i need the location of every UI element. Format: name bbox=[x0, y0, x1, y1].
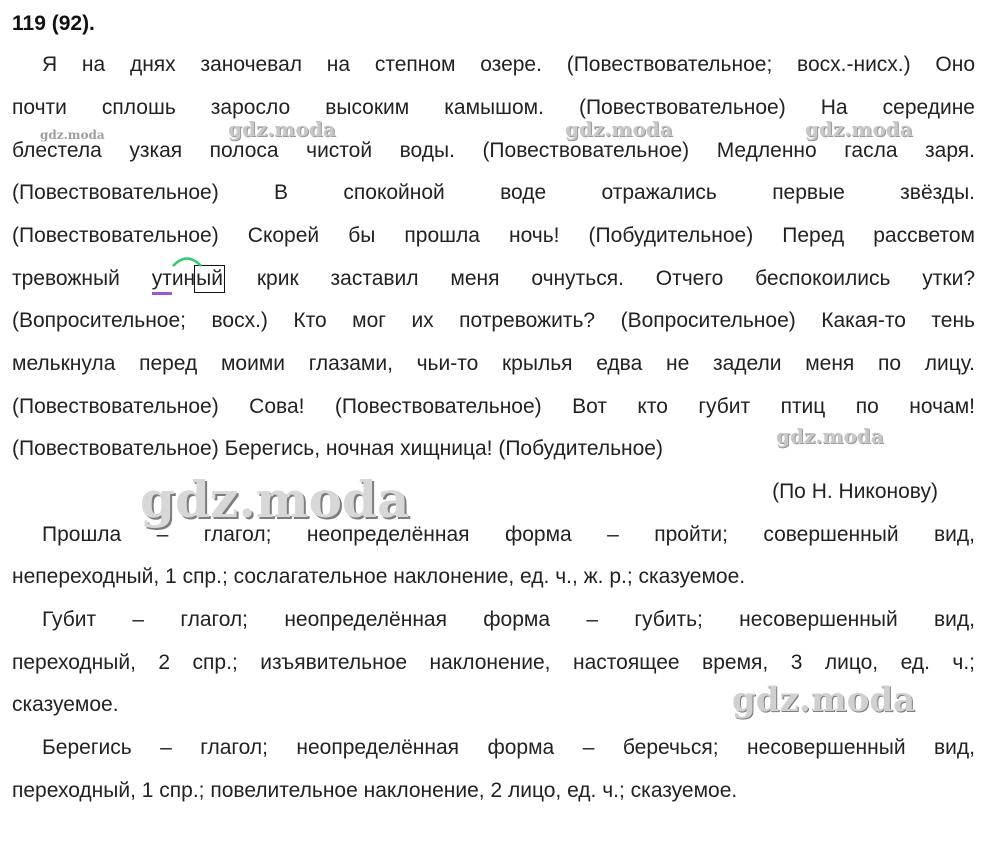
text-line: почти сплошь заросло высоким камышом. (Повествовательное) На середине bbox=[12, 96, 975, 119]
watermark: gdz.moda bbox=[228, 117, 336, 141]
analysis-line: непереходный, 1 спр.; сослагательное наклонение, ед. ч., ж. р.; сказуемое. bbox=[12, 565, 746, 588]
text-line: Я на днях заночевал на степном озере. (Повествовательное; восх.-нисх.) Оно bbox=[42, 53, 975, 76]
text-line-morpheme bbox=[12, 265, 975, 293]
watermark: gdz.moda bbox=[140, 470, 410, 529]
text-before: тревожный bbox=[12, 267, 152, 290]
watermark: gdz.moda bbox=[40, 128, 105, 142]
exercise-number: 119 (92). bbox=[12, 12, 95, 35]
analysis-line: Губит – глагол; неопределённая форма – губить; несовершенный вид, bbox=[42, 608, 975, 631]
root-part: ин bbox=[172, 265, 195, 293]
text-line: блестела узкая полоса чистой воды. (Повествовательное) Медленно гасла заря. bbox=[12, 139, 975, 162]
text-line: (Повествовательное) Сова! (Повествовательное) Вот кто губит птиц по ночам! bbox=[12, 395, 975, 418]
analysis-line: Берегись – глагол; неопределённая форма – беречься; несовершенный вид, bbox=[42, 736, 975, 759]
text-line: (Повествовательное) В спокойной воде отражались первые звёзды. bbox=[12, 181, 975, 204]
text-line: мелькнула перед моими глазами, чьи-то крылья едва не задели меня по лицу. bbox=[12, 352, 975, 375]
analysis-line: Прошла – глагол; неопределённая форма – пройти; совершенный вид, bbox=[42, 523, 975, 546]
analysis-line: переходный, 2 спр.; изъявительное наклонение, настоящее время, 3 лицо, ед. ч.; bbox=[12, 651, 975, 674]
text-line: (Повествовательное) Берегись, ночная хищница! (Побудительное) bbox=[12, 437, 663, 460]
analysis-line: сказуемое. bbox=[12, 693, 119, 716]
root-arc-icon bbox=[172, 255, 202, 267]
prefix-part: ут bbox=[152, 265, 172, 293]
watermark: gdz.moda bbox=[732, 680, 916, 720]
watermark: gdz.moda bbox=[805, 117, 913, 141]
text-line: (Повествовательное) Скорей бы прошла ночь! (Побудительное) Перед рассветом bbox=[12, 224, 975, 247]
text-after: крик заставил меня очнуться. Отчего беспокоились утки? bbox=[224, 267, 975, 290]
watermark: gdz.moda bbox=[565, 117, 673, 141]
text-line: (Вопросительное; восх.) Кто мог их потревожить? (Вопросительное) Какая-то тень bbox=[12, 309, 975, 332]
analysis-line: переходный, 1 спр.; повелительное наклонение, 2 лицо, ед. ч.; сказуемое. bbox=[12, 779, 738, 802]
watermark: gdz.moda bbox=[776, 424, 884, 448]
source-attribution: (По Н. Никонову) bbox=[772, 480, 938, 503]
ending-box: ый bbox=[194, 265, 225, 293]
prefix-underline bbox=[152, 292, 172, 295]
